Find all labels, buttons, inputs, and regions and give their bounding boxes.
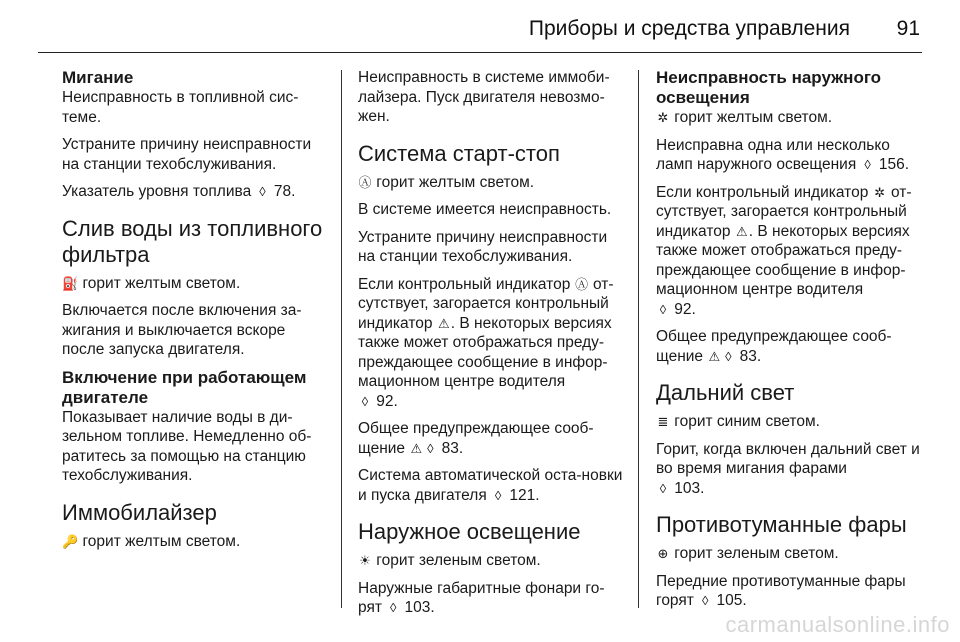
paragraph: Устраните причину неисправности на станции техобслуживания.	[358, 228, 608, 265]
column-2	[358, 68, 626, 626]
section-heading-blinking: Мигание	[62, 68, 134, 87]
text: Система автоматической оста-новки и пуска двигателя	[358, 467, 623, 504]
column-1	[62, 68, 330, 559]
section-heading-high-beam: Дальний свет	[656, 380, 795, 405]
text: от-сутствует, загорается контрольный индикатор	[656, 183, 912, 240]
section-heading-immobilizer: Иммобилайзер	[62, 499, 217, 525]
column-3	[656, 68, 924, 619]
column-divider-1	[341, 70, 342, 608]
section-heading-engine-running: Включение при работающем двигателе	[62, 367, 307, 407]
page-ref-arrow-icon: ◊	[659, 480, 667, 496]
text: Горит, когда включен дальний свет и во время мигания фарами	[656, 440, 920, 477]
text: горит желтым светом.	[78, 274, 241, 292]
warning-icon: ⚠	[708, 348, 721, 364]
paragraph: Показывает наличие воды в ди-зельном топливе. Немедленно об-ратитесь за помощью на станцию техобслуживания.	[62, 408, 312, 484]
paragraph	[656, 183, 924, 320]
text: Общее предупреждающее сооб-щение	[358, 420, 594, 457]
text: Наружные габаритные фонари го-рят	[358, 579, 605, 616]
header-divider	[38, 52, 922, 53]
start-stop-icon: Ⓐ	[575, 276, 589, 292]
page-ref: 121.	[505, 486, 540, 504]
text: горит синим светом.	[670, 413, 820, 430]
high-beam-icon: ≣	[657, 414, 669, 429]
column-divider-2	[638, 70, 639, 608]
paragraph	[358, 579, 626, 618]
warning-icon: ⚠	[437, 315, 450, 331]
text: горит желтым светом.	[670, 109, 833, 126]
text: Общее предупреждающее сооб-щение	[656, 328, 892, 365]
page-title: Приборы и средства управления	[528, 17, 850, 40]
paragraph	[358, 275, 626, 412]
paragraph	[358, 466, 626, 505]
page-ref: 92.	[670, 300, 696, 318]
page-ref-arrow-icon: ◊	[725, 348, 732, 364]
paragraph	[62, 182, 330, 202]
page-ref-arrow-icon: ◊	[864, 157, 871, 172]
immobilizer-icon: 🔑	[62, 533, 79, 549]
paragraph: Включается после включения за-жигания и выключается вскоре после запуска двигателя.	[62, 302, 302, 358]
page-ref: 156.	[874, 156, 910, 173]
paragraph	[656, 108, 924, 128]
page-ref-arrow-icon: ◊	[494, 487, 502, 503]
page-ref: 103.	[400, 599, 435, 616]
section-heading-start-stop: Система старт-стоп	[358, 140, 560, 166]
text: . В некоторых версиях также может отображаться преду-преждающее сообщение в инфор-мационном центре водителя	[656, 222, 910, 298]
page-ref: 78.	[269, 183, 296, 200]
paragraph	[62, 274, 330, 294]
text: Если контрольный индикатор	[656, 183, 873, 201]
page-ref-arrow-icon: ◊	[701, 593, 709, 608]
start-stop-icon: Ⓐ	[358, 174, 372, 190]
page-ref-arrow-icon: ◊	[361, 393, 369, 409]
section-heading-exterior-lighting: Наружное освещение	[358, 519, 581, 544]
paragraph: В системе имеется неисправность.	[358, 201, 612, 218]
exterior-fault-icon: ✲	[657, 110, 669, 125]
text: Неисправна одна или несколько ламп наружного освещения	[656, 136, 890, 173]
text: горит желтым светом.	[78, 532, 241, 550]
text: горит зеленым светом.	[372, 552, 541, 569]
page-header	[0, 0, 960, 52]
page-number: 91	[896, 17, 920, 40]
paragraph	[656, 136, 924, 175]
paragraph	[656, 412, 924, 432]
text: Если контрольный индикатор	[358, 275, 575, 293]
paragraph	[358, 419, 626, 458]
paragraph	[62, 532, 330, 552]
watermark: carmanualsonline.info	[725, 612, 950, 637]
text: Передние противотуманные фары горят	[656, 572, 906, 609]
section-heading-fog-lights: Противотуманные фары	[656, 512, 907, 537]
exterior-light-icon: ☀	[359, 553, 371, 568]
paragraph	[656, 440, 924, 499]
paragraph	[656, 544, 924, 564]
warning-icon: ⚠	[410, 440, 423, 456]
page-ref-arrow-icon: ◊	[390, 600, 397, 615]
paragraph	[358, 173, 626, 193]
text: Указатель уровня топлива	[62, 183, 256, 200]
text: горит зеленым светом.	[670, 545, 839, 562]
page-ref: 92.	[372, 392, 398, 410]
text: . В некоторых версиях также может отображаться преду-преждающее сообщение в инфор-мационном центре водителя	[358, 314, 612, 390]
page-ref: 103.	[670, 479, 705, 497]
section-heading-exterior-fault: Неисправность наружного освещения	[656, 68, 882, 107]
page-ref: 105.	[712, 592, 747, 609]
text: горит желтым светом.	[372, 173, 535, 191]
page-ref-arrow-icon: ◊	[427, 440, 434, 456]
page-ref-arrow-icon: ◊	[659, 301, 667, 317]
text: от-сутствует, загорается контрольный индикатор	[358, 275, 614, 332]
page-ref-arrow-icon: ◊	[259, 184, 266, 199]
fog-light-icon: ⊕	[657, 546, 669, 561]
page-ref: 83.	[437, 439, 464, 457]
paragraph: Неисправность в системе иммоби-лайзера. Пуск двигателя невозмо-жен.	[358, 69, 610, 125]
exterior-fault-icon: ✲	[874, 184, 886, 200]
paragraph	[358, 551, 626, 571]
page-ref: 83.	[735, 347, 762, 365]
paragraph: Неисправность в топливной сис-теме.	[62, 89, 299, 126]
paragraph: Устраните причину неисправности на станции техобслуживания.	[62, 136, 312, 173]
section-heading-fuel-water: Слив воды из топливного фильтра	[62, 215, 323, 267]
warning-icon: ⚠	[735, 223, 748, 239]
fuel-water-icon: ⛽	[62, 275, 79, 291]
paragraph	[656, 572, 924, 611]
paragraph	[656, 327, 924, 366]
